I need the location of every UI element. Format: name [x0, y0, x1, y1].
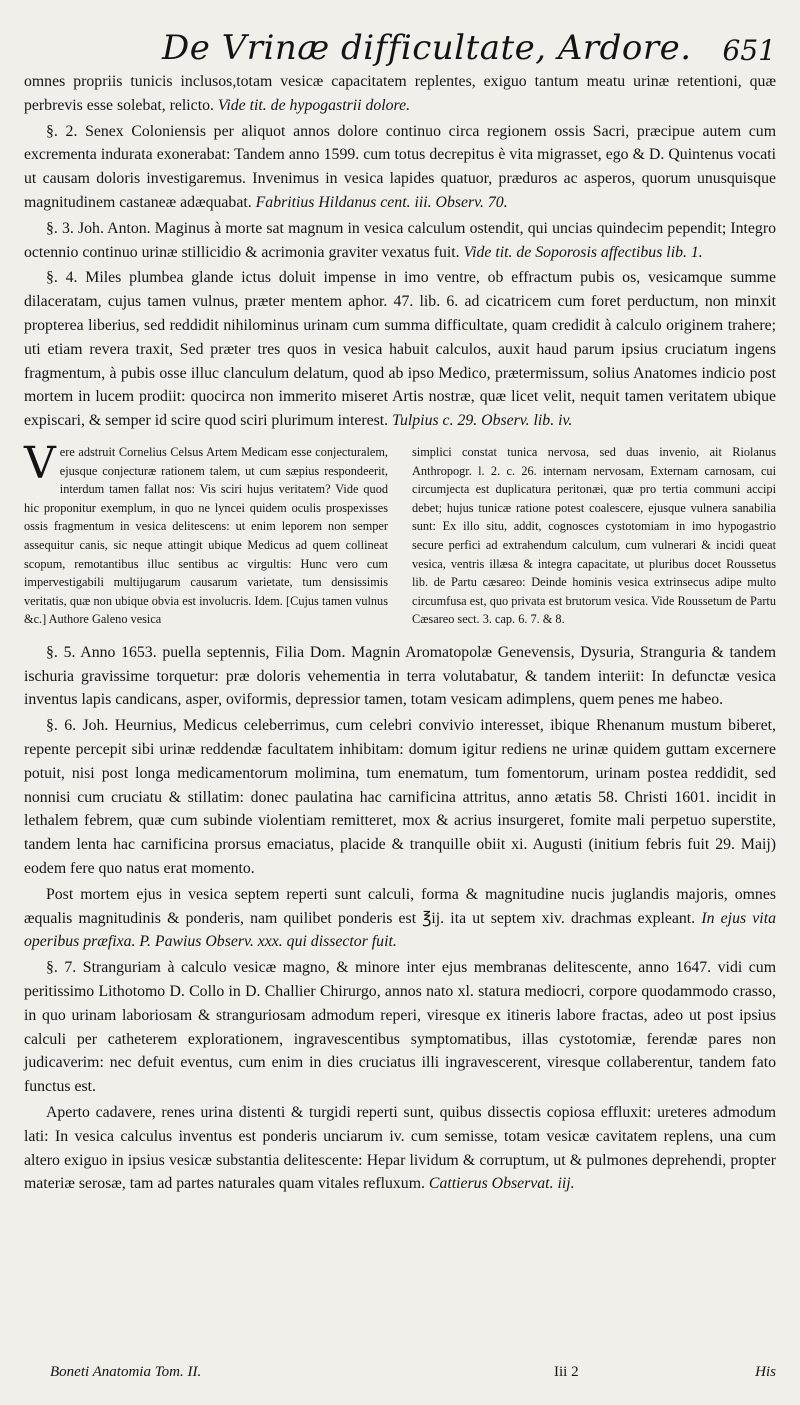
running-header — [24, 0, 776, 70]
paragraph-post-mortem: Post mortem ejus in vesica septem reperti sunt calculi, forma & magnitudine nucis juglandis majoris, omnes æqualis magnitudinis & ponderis, nam quilibet ponderis est ℥ij. ita ut septem xiv. drachmas expleant. In ejus vita operibus præfixa. P. Pawius Observ. xxx. qui dissector fuit. — [24, 885, 776, 951]
paragraph-section-4: §. 4. Miles plumbea glande ictus doluit impense in imo ventre, ob effractum pubis os, vesicamque summe dilaceratam, cujus tamen vulnus, præter mentem aphor. 47. lib. 6. ad cicatricem cum foret perductum, non minxit propterea liberius, sed reddidit nihilominus urinam cum summa difficultate, quam credidit à calculo originem trahere; uti etiam revera traxit, Sed præter tres quos in vesica habuit calculos, auxit haud parum ipsius cruciatum ingens fragmentum, à pubis osse illuc clanculum delatum, quod ab ipso Medico, prætermissum, solius Anatomes indicio post mortem in lucem prodiit: quocirca non immerito miseret Artis nostræ, quæ licet velit, nequit tamen veritatem ubique expiscari, & semper id scire quod sciri plurimum interest. Tulpius c. 29. Observ. lib. iv. — [24, 269, 776, 430]
main-text — [24, 70, 776, 1196]
citation: Cattierus Observat. iij. — [428, 1175, 575, 1193]
paragraph-section-3: §. 3. Joh. Anton. Maginus à morte sat magnum in vesica calculum ostendit, qui uncias quindecim pependit; Integro octennio continuo urinæ stillicidio & acrimonia graviter vexatus fuit. Vide tit. de Soporosis affectibus lib. 1. — [24, 219, 776, 261]
drop-cap: V — [24, 437, 56, 489]
paragraph-section-6: §. 6. Joh. Heurnius, Medicus celeberrimus, cum celebri convivio interesset, ibique Rhenanum mustum biberet, repente percepit sibi urinæ reddendæ facultatem inhibitam: domum igitur rediens ne urinæ quidem guttam excernere potuit, nisi post longa medicamentorum molimina, tum enematum, tum fomentorum, urinam postea reddidit, sed nonnisi cum cruciatu & stillatim: donec paulatina hac carnificina attritus, anno ætatis 58. Christi 1601. incidit in lethalem febrem, quæ cum subinde violentiam remitteret, mox & acrius insurgeret, fomite mali perpetuo superstite, tandem lenta hac carnificina prorsus emaciatus, placide & tranquille obiit xi. Augusti (initium febris fuit 29. Maij) eodem fere quo natus erat momento. — [24, 717, 776, 878]
page-title: De Vrinæ difficultate, Ardore. — [162, 28, 692, 68]
paragraph-section-2: §. 2. Senex Coloniensis per aliquot annos dolore continuo circa regionem ossis Sacri, præcipue autem cum excrementa indurata exonerabat: Tandem anno 1599. cum totus decrepitus è vita migrasset, ego & D. Quintenus vocati ut causam doloris investigaremus. Invenimus in vesica lapides quatuor, præduros ac asperos, quorum unusquisque magnitudinem castaneæ adæquabat. Fabritius Hildanus cent. iii. Observ. 70. — [24, 122, 776, 211]
citation: Vide tit. de Soporosis affectibus lib. 1. — [463, 243, 703, 261]
citation: In ejus vita operibus præfixa. P. Pawius Observ. xxx. qui dissector fuit. — [24, 909, 776, 951]
paragraph-section-7: §. 7. Stranguriam à calculo vesicæ magno, & minore inter ejus membranas delitescente, anno 1647. vidi cum peritissimo Lithotomo D. Collo in D. Challier Chirurgo, annos nato xl. statura mediocri, corpore quodammodo crasso, in quo urinam laboriosam & stranguriosam admodum reperi, viresque ex itineris labore fractas, adeo ut post ipsius calculi per catheterem explorationem, ingravescentibus symptomatibus, illas cystotomiæ, ferendæ pares non judicaverim: nec defuit eventus, cum enim in dies cruciatus illi ingravescerent, viresque collaberentur, tandem fato functus est. — [24, 959, 776, 1096]
commentary-columns — [24, 437, 776, 629]
page-number: 651 — [722, 34, 776, 67]
page-footer — [24, 1364, 776, 1390]
commentary-left-column: Vere adstruit Cornelius Celsus Artem Medicam esse conjecturalem, ejusque conjecturæ rationem talem, ut cum sæpius respondeerit, interdum tamen fallat nos: Vis sciri hujus veritatem? Vide quod hic proponitur exemplum, in quo ne lyncei quidem oculis prospexisses ossis fragmentum in vesica delitescens: ut enim leporem non semper assequitur canis, sic neque attingit ubique Medicus ad quem collineat scopum, remotantibus illuc sentibus ac virgultis: Hunc vero cum impervestigabili multijugarum causarum varietate, tum densissimis veritatis, quæ non ubique obvia est involucris. Idem. [Cujus tamen vulnus &c.] Authore Galeno vesica — [24, 437, 388, 627]
page — [24, 0, 776, 1405]
commentary-right-column: simplici constat tunica nervosa, sed duas invenio, ait Riolanus Anthropogr. l. 2. c. 26. internam nervosam, Externam carnosam, cui circumjecta est duplicatura peritonæi, quæ pro tertia communi accipi debet; hujus tunicæ ratione potest coalescere, ejusque vulnera sanabilia sunt: Ex illo situ, addit, cognosces cystotomiam in imo hypogastrio secure perfici ad extrahendum calculum, cum vulnerari & incidi queat vesica, ventris illæsa & integra capacitate, ut pluribus docet Roussetus lib. de Partu cæsareo: Deinde hominis vesica extrinsecus adipe multo circumfusa est, quo privata est brutorum vesica. Vide Roussetum de Partu Cæsareo sect. 3. cap. 6. 7. & 8. — [412, 444, 776, 627]
paragraph-section-5: §. 5. Anno 1653. puella septennis, Filia Dom. Magnin Aromatopolæ Genevensis, Dysuria, Stranguria & tandem ischuria gravissime torquetur: præ doloris vehementia in terra volutabatur, & tandem interiit: In defunctæ vesica inventus lapis candicans, asper, oviformis, depressior tamen, totam vesicam adimplens, quem penes me habeo. — [24, 643, 776, 709]
footer-title: Boneti Anatomia Tom. II. — [50, 1364, 202, 1380]
catchword: His — [755, 1364, 776, 1380]
citation: Vide tit. de hypogastrii dolore. — [217, 96, 411, 114]
citation: Fabritius Hildanus cent. iii. Observ. 70. — [255, 193, 508, 211]
signature-mark: Iii 2 — [554, 1364, 579, 1380]
citation: Tulpius c. 29. Observ. lib. iv. — [392, 412, 573, 430]
paragraph-autopsy: Aperto cadavere, renes urina distenti & turgidi reperti sunt, quibus dissectis copiosa effluxit: ureteres admodum lati: In vesica calculus inventus est ponderis unciarum iv. cum semisse, totam vesicæ cavitatem replens, una cum altero exiguo in ipsius vesicæ substantia delitescente: Hepar lividum & corruptum, ut & pulmones deprehendi, propter materiæ serosæ, tam ad partes naturales quam vitales refluxum. Cattierus Observat. iij. — [24, 1104, 776, 1193]
paragraph-continuation: omnes propriis tunicis inclusos,totam vesicæ capacitatem replentes, exiguo tantum meatu urinæ retentioni, quæ perbrevis esse solebat, relicto. Vide tit. de hypogastrii dolore. — [24, 73, 776, 114]
